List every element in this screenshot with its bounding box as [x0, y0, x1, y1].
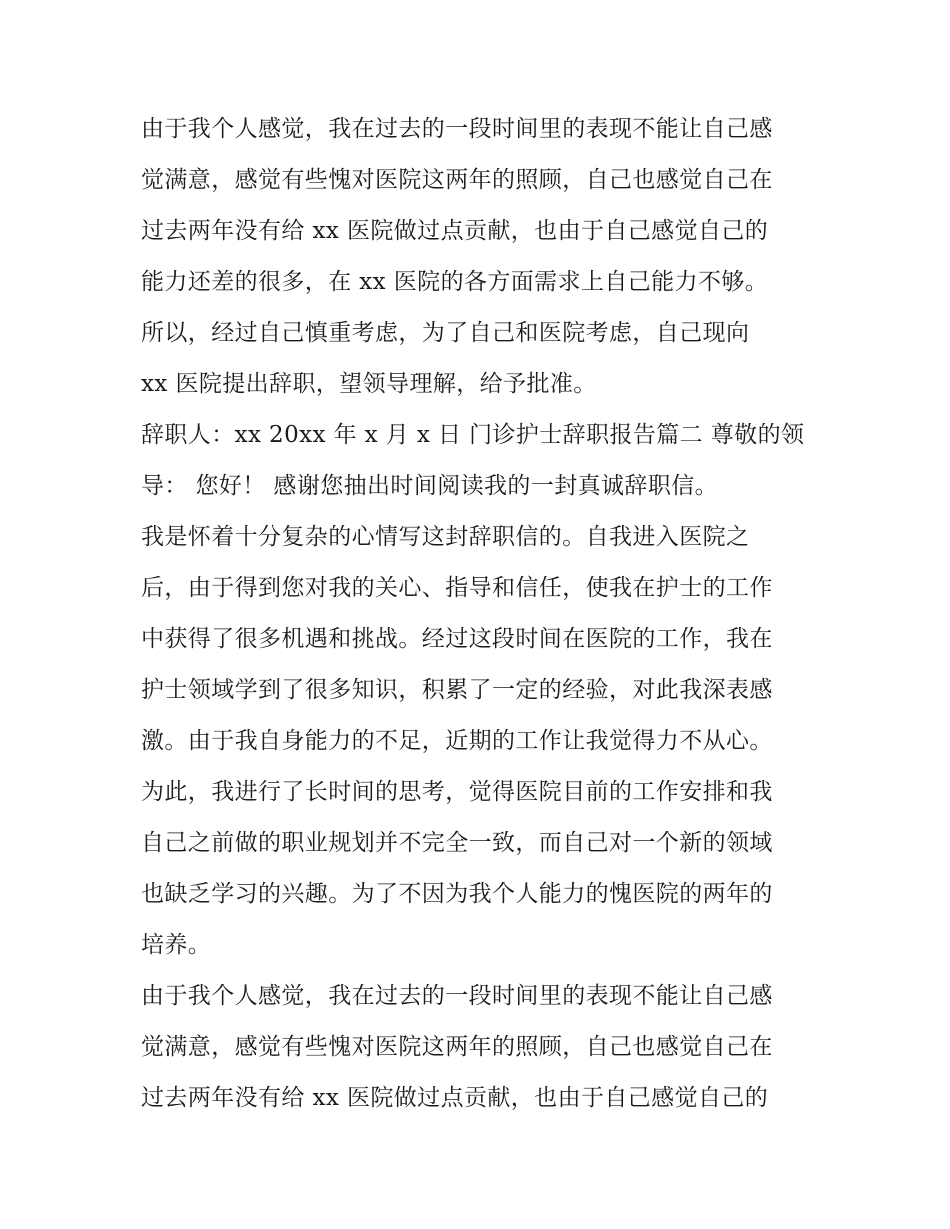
- text-line: 辞职人：xx 20xx 年 x 月 x 日 门诊护士辞职报告篇二 尊敬的领: [141, 422, 805, 448]
- text-line: 为此，我进行了长时间的思考，觉得医院目前的工作安排和我: [141, 779, 773, 805]
- text-line: 导： 您好！ 感谢您抽出时间阅读我的一封真诚辞职信。: [141, 473, 719, 499]
- text-line: 能力还差的很多，在 xx 医院的各方面需求上自己能力不够。: [141, 269, 769, 295]
- text-line: 觉满意，感觉有些愧对医院这两年的照顾，自己也感觉自己在: [141, 1034, 773, 1060]
- text-line: 也缺乏学习的兴趣。为了不因为我个人能力的愧医院的两年的: [141, 881, 773, 907]
- text-line: 所以，经过自己慎重考虑，为了自己和医院考虑，自己现向: [141, 320, 750, 346]
- text-line: 我是怀着十分复杂的心情写这封辞职信的。自我进入医院之: [141, 524, 750, 550]
- text-line: 激。由于我自身能力的不足，近期的工作让我觉得力不从心。: [141, 728, 773, 754]
- text-line: 过去两年没有给 xx 医院做过点贡献，也由于自己感觉自己的: [141, 218, 769, 244]
- text-line: 后，由于得到您对我的关心、指导和信任，使我在护士的工作: [141, 575, 773, 601]
- text-line: xx 医院提出辞职，望领导理解，给予批准。: [141, 371, 597, 397]
- text-line: 护士领域学到了很多知识，积累了一定的经验，对此我深表感: [141, 677, 773, 703]
- text-line: 自己之前做的职业规划并不完全一致，而自己对一个新的领域: [141, 830, 773, 856]
- text-line: 觉满意，感觉有些愧对医院这两年的照顾，自己也感觉自己在: [141, 167, 773, 193]
- text-line: 培养。: [141, 932, 212, 958]
- text-line: 过去两年没有给 xx 医院做过点贡献，也由于自己感觉自己的: [141, 1085, 769, 1111]
- text-line: 中获得了很多机遇和挑战。经过这段时间在医院的工作，我在: [141, 626, 773, 652]
- text-line: 由于我个人感觉，我在过去的一段时间里的表现不能让自己感: [141, 116, 773, 142]
- text-line: 由于我个人感觉，我在过去的一段时间里的表现不能让自己感: [141, 983, 773, 1009]
